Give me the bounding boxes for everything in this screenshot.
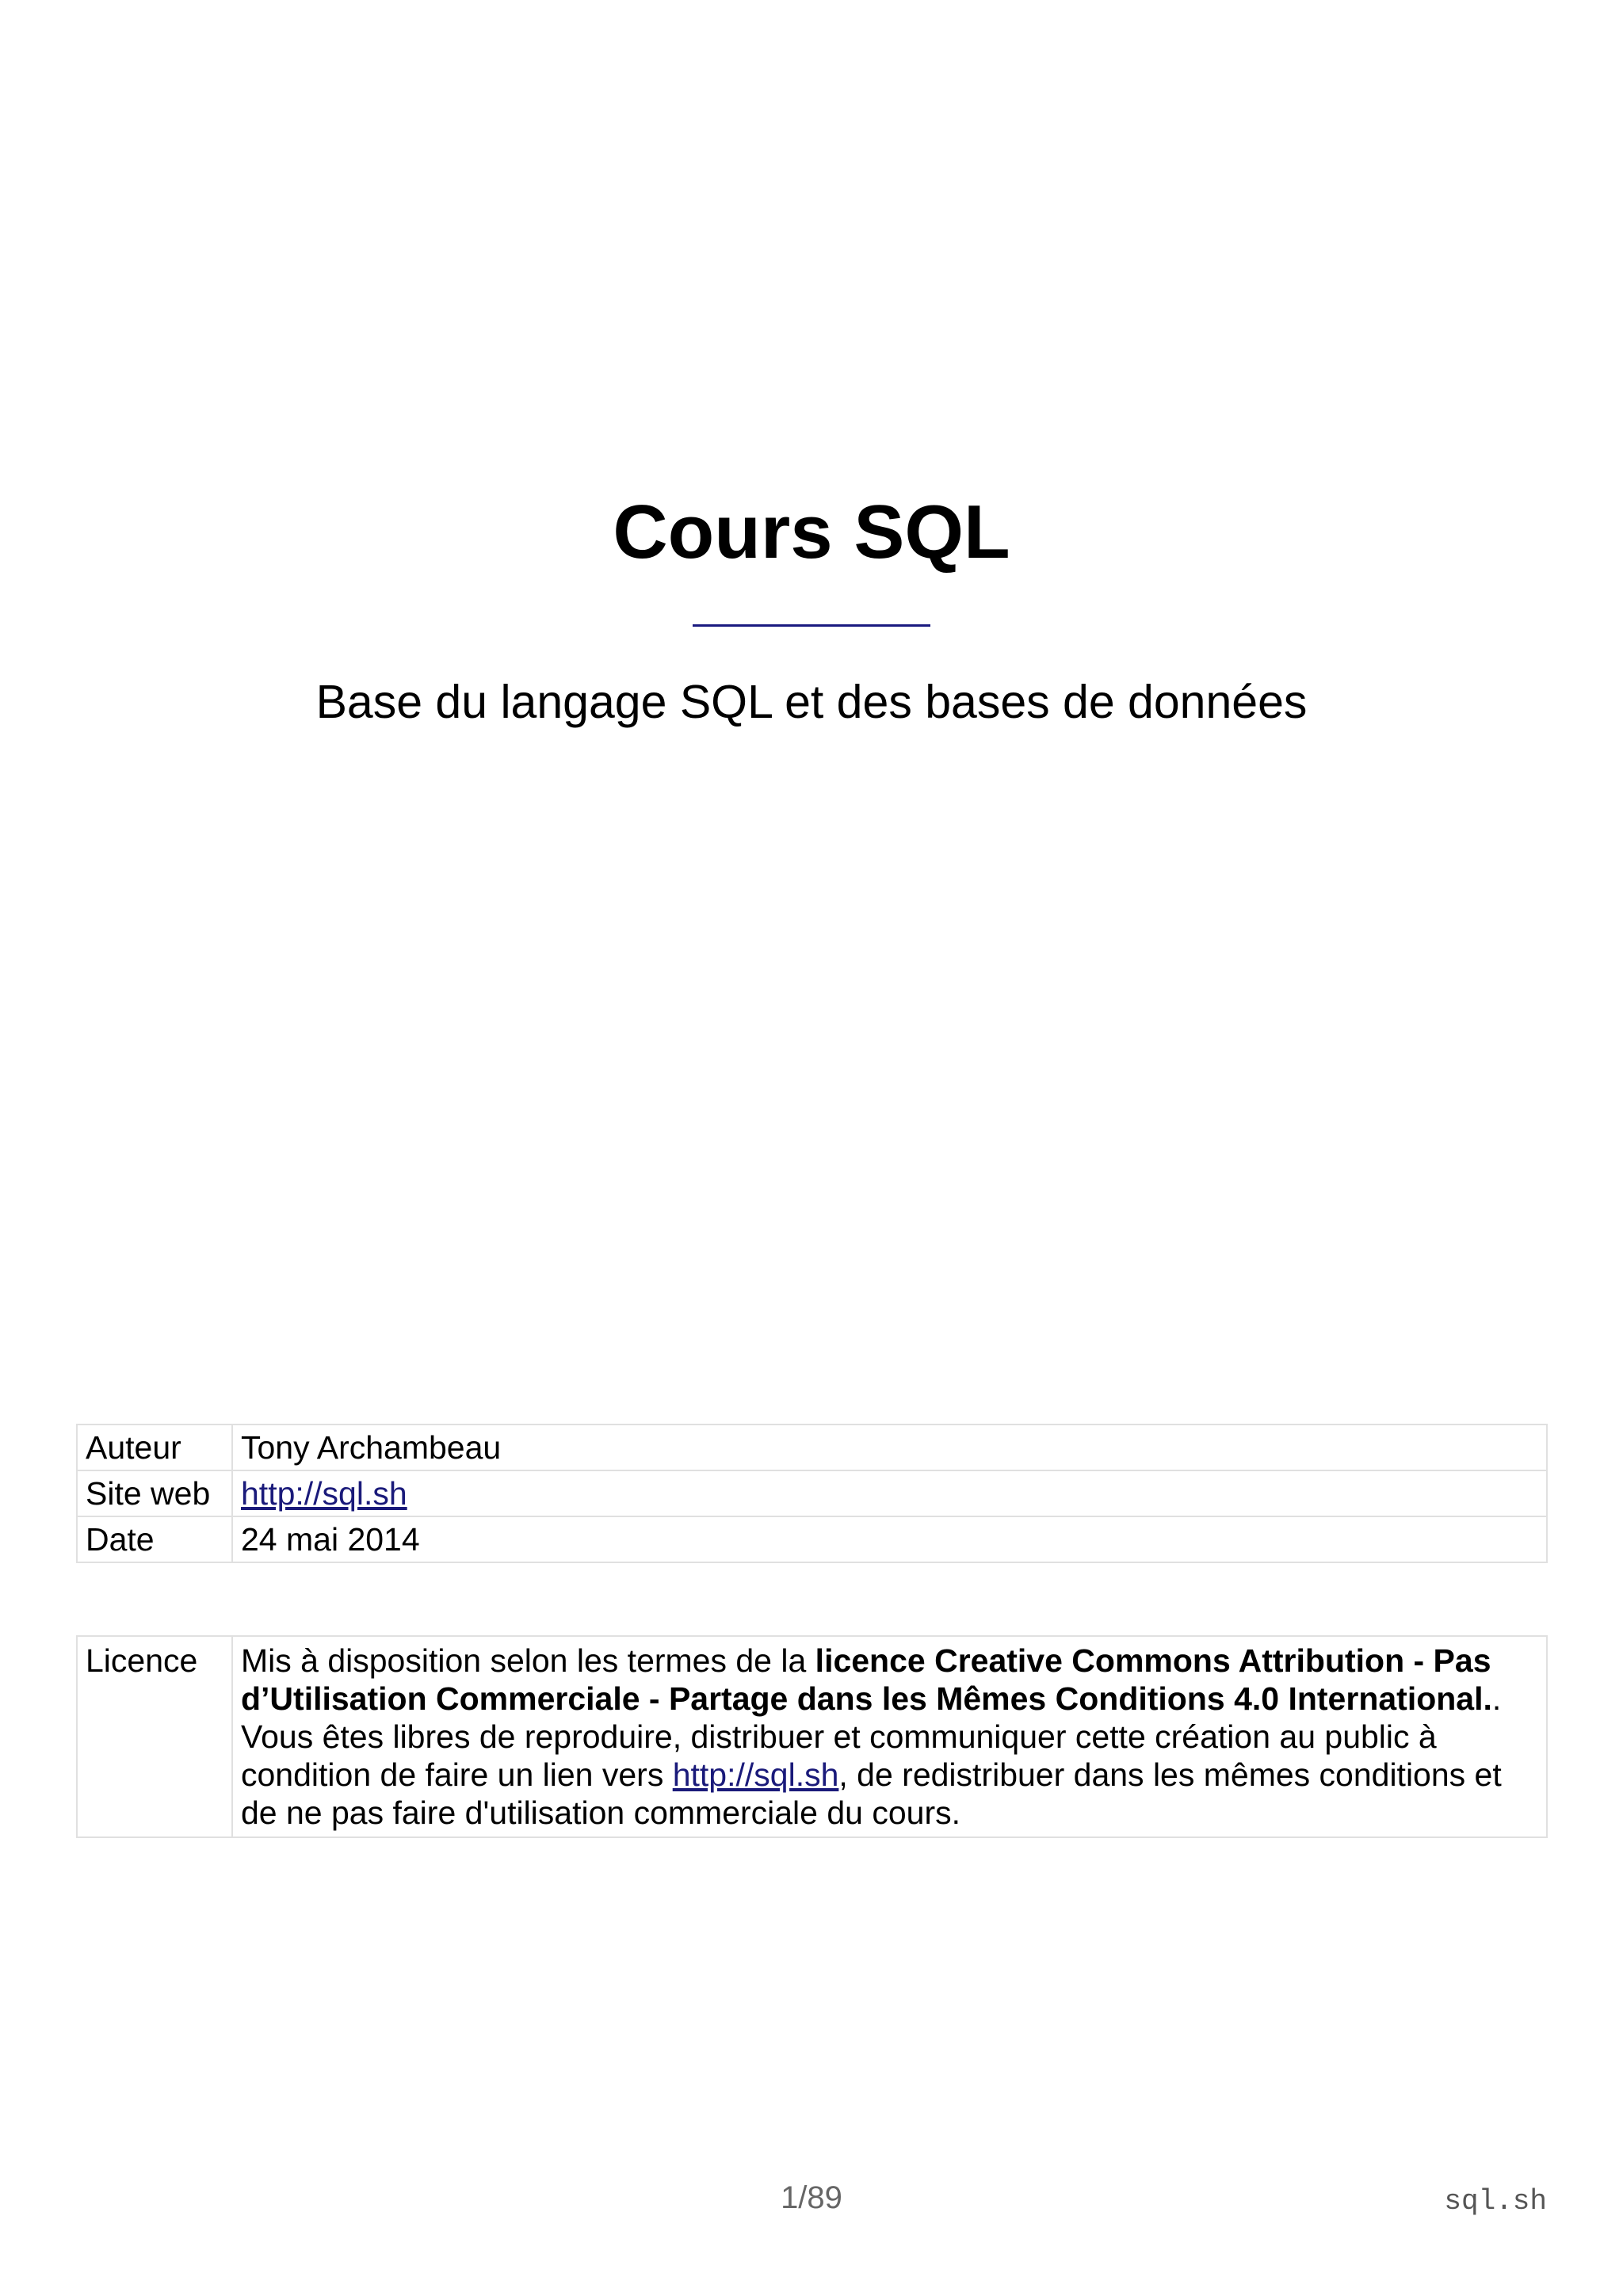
table-row [77,1470,1547,1516]
licence-text-end: , de redistribuer dans les mêmes conditions et de ne pas faire d'utilisation commerciale du cours. [241,1756,1502,1831]
site-value-cell [232,1470,1547,1516]
site-label: Site web [77,1470,232,1516]
author-label: Auteur [77,1425,232,1470]
licence-label: Licence [77,1636,232,1837]
table-row [77,1425,1547,1470]
site-link[interactable]: http://sql.sh [241,1475,407,1512]
author-value: Tony Archambeau [232,1425,1547,1470]
licence-name: licence Creative Commons Attribution - Pas d’Utilisation Commerciale - Partage dans les Mêmes Conditions 4.0 International. [241,1642,1492,1717]
licence-site-link[interactable]: http://sql.sh [672,1756,839,1793]
licence-text-intro: Mis à disposition selon les termes de la [241,1642,815,1679]
date-label: Date [77,1516,232,1562]
info-table [76,1424,1548,1563]
title-divider [693,624,930,627]
table-row [77,1516,1547,1562]
page-number: 1/89 [781,2180,842,2215]
date-value: 24 mai 2014 [232,1516,1547,1562]
licence-text-mid: . Vous êtes libres de reproduire, distribuer et communiquer cette création au public à condition de faire un lien vers [241,1680,1502,1793]
licence-table [76,1635,1548,1838]
page-title: Cours SQL [613,490,1010,574]
table-row [77,1636,1547,1837]
footer-site: sql.sh [1444,2185,1547,2218]
licence-text [232,1636,1547,1837]
page-subtitle: Base du langage SQL et des bases de données [315,676,1308,728]
